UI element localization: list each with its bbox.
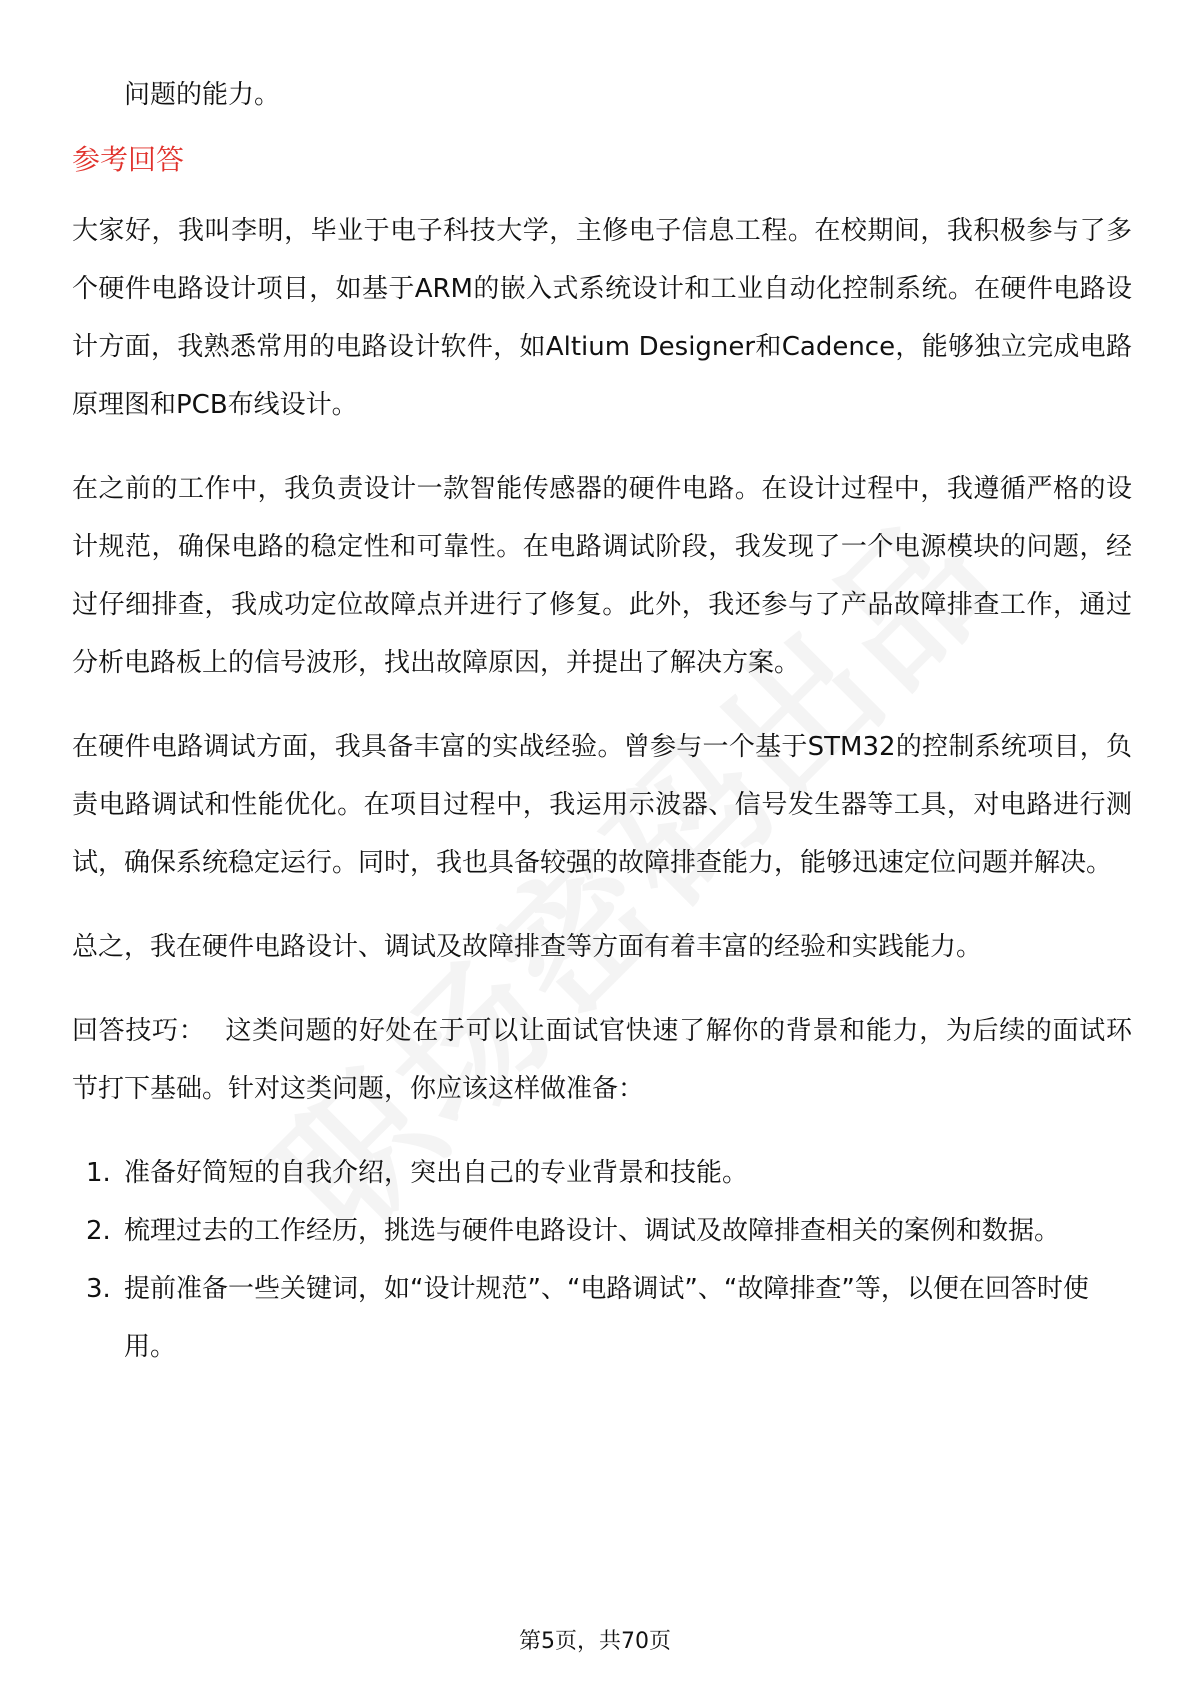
paragraph-3: 在硬件电路调试方面，我具备丰富的实战经验。曾参与一个基于STM32的控制系统项目，负责电路调试和性能优化。在项目过程中，我运用示波器、信号发生器等工具，对电路进行测试，确保系统稳定运行。同时，我也具备较强的故障排查能力，能够迅速定位问题并解决。 [72, 732, 1132, 878]
tips-paragraph [72, 1002, 1132, 1118]
paragraph-4: 总之，我在硬件电路设计、调试及故障排查等方面有着丰富的经验和实践能力。 [72, 932, 983, 962]
document-body [72, 66, 1132, 1376]
page-footer: 第5页，共70页 [519, 1629, 671, 1654]
tips-label: 回答技巧： [72, 1016, 206, 1046]
tips-text: 这类问题的好处在于可以让面试官快速了解你的背景和能力，为后续的面试环节打下基础。针对这类问题，你应该这样做准备： [72, 1016, 1132, 1104]
list-number: 3. [86, 1274, 111, 1304]
paragraph-2: 在之前的工作中，我负责设计一款智能传感器的硬件电路。在设计过程中，我遵循严格的设计规范，确保电路的稳定性和可靠性。在电路调试阶段，我发现了一个电源模块的问题，经过仔细排查，我成功定位故障点并进行了修复。此外，我还参与了产品故障排查工作，通过分析电路板上的信号波形，找出故障原因，并提出了解决方案。 [72, 474, 1132, 678]
list-item-text: 提前准备一些关键词，如“设计规范”、“电路调试”、“故障排查”等，以便在回答时使用。 [124, 1274, 1089, 1362]
list-item [72, 1260, 1132, 1376]
list-item-text: 梳理过去的工作经历，挑选与硬件电路设计、调试及故障排查相关的案例和数据。 [124, 1216, 1061, 1246]
list-item-text: 准备好简短的自我介绍，突出自己的专业背景和技能。 [124, 1158, 749, 1188]
section-heading: 参考回答 [72, 143, 185, 176]
tips-list [72, 1144, 1132, 1376]
paragraph-1: 大家好，我叫李明，毕业于电子科技大学，主修电子信息工程。在校期间，我积极参与了多个硬件电路设计项目，如基于ARM的嵌入式系统设计和工业自动化控制系统。在硬件电路设计方面，我熟悉常用的电路设计软件，如Altium Designer和Cadence，能够独立完成电路原理图和PCB布线设计。 [72, 216, 1132, 420]
continuation-text: 问题的能力。 [124, 80, 281, 110]
list-item [72, 1144, 1132, 1202]
list-number: 1. [86, 1158, 111, 1188]
list-item [72, 1202, 1132, 1260]
list-number: 2. [86, 1216, 111, 1246]
